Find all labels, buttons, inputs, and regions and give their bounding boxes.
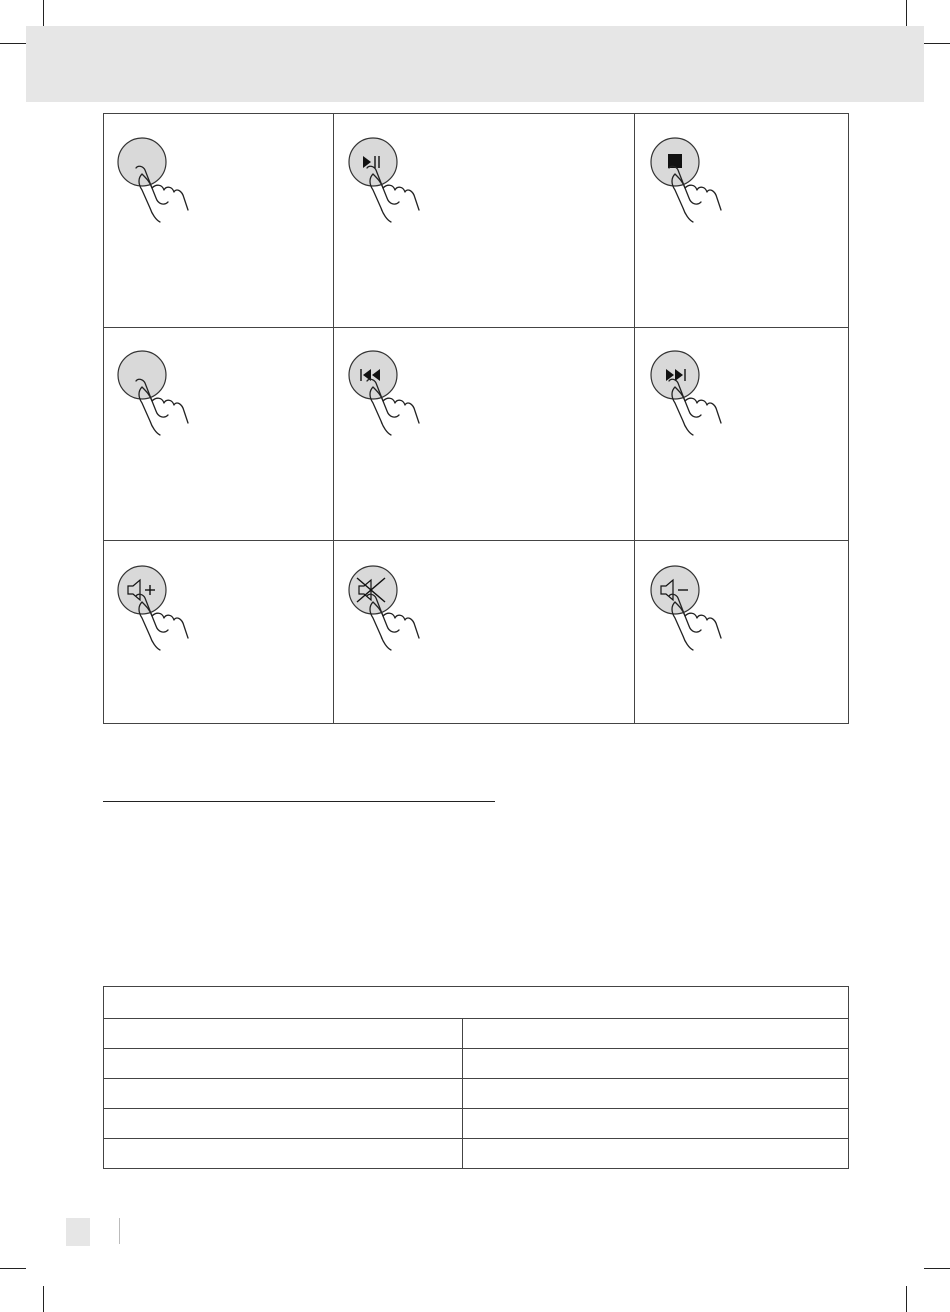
- crop-mark: [43, 1286, 44, 1312]
- spec-table-row: [104, 1138, 848, 1168]
- volume-up-icon: [112, 560, 212, 660]
- spec-table-row: [104, 1108, 848, 1138]
- button-illustration: [645, 132, 745, 232]
- button-illustration: [112, 132, 212, 232]
- play-pause-icon: [343, 132, 443, 232]
- blank-button-icon: [112, 345, 212, 445]
- spec-table-row: [104, 1018, 848, 1048]
- mute-icon: [343, 560, 443, 660]
- volume-down-icon: [645, 560, 745, 660]
- skip-forward-icon: [645, 345, 745, 445]
- spec-label-cell: [104, 1109, 462, 1138]
- spec-label-cell: [104, 1139, 462, 1168]
- spec-value-cell: [463, 1109, 848, 1138]
- page-number-rule: [119, 1218, 120, 1244]
- button-illustration: [343, 132, 443, 232]
- spec-value-cell: [463, 1079, 848, 1108]
- spec-table-row: [104, 1048, 848, 1078]
- crop-mark: [0, 43, 26, 44]
- spec-value-cell: [463, 1019, 848, 1048]
- grid-divider: [104, 327, 848, 328]
- crop-mark: [924, 43, 950, 44]
- spec-table-row: [104, 1078, 848, 1108]
- button-illustration: [343, 560, 443, 660]
- button-illustration: [112, 560, 212, 660]
- spec-label-cell: [104, 1049, 462, 1078]
- spec-label-cell: [104, 1019, 462, 1048]
- spec-table: [103, 986, 849, 1169]
- spec-value-cell: [463, 1049, 848, 1078]
- crop-mark: [906, 0, 907, 26]
- grid-divider: [634, 114, 635, 723]
- skip-back-icon: [343, 345, 443, 445]
- button-illustration: [645, 560, 745, 660]
- grid-divider: [333, 114, 334, 723]
- spec-value-cell: [463, 1139, 848, 1168]
- crop-mark: [906, 1286, 907, 1312]
- grid-divider: [104, 540, 848, 541]
- header-band: [26, 26, 924, 102]
- spec-label-cell: [104, 1079, 462, 1108]
- button-illustration: [112, 345, 212, 445]
- section-heading-rule: [103, 801, 495, 802]
- button-illustration: [645, 345, 745, 445]
- crop-mark: [0, 1268, 26, 1269]
- button-illustration: [343, 345, 443, 445]
- crop-mark: [924, 1268, 950, 1269]
- crop-mark: [43, 0, 44, 26]
- blank-button-icon: [112, 132, 212, 232]
- stop-icon: [645, 132, 745, 232]
- spec-table-header: [104, 987, 848, 1018]
- page-number-tab: [66, 1218, 90, 1246]
